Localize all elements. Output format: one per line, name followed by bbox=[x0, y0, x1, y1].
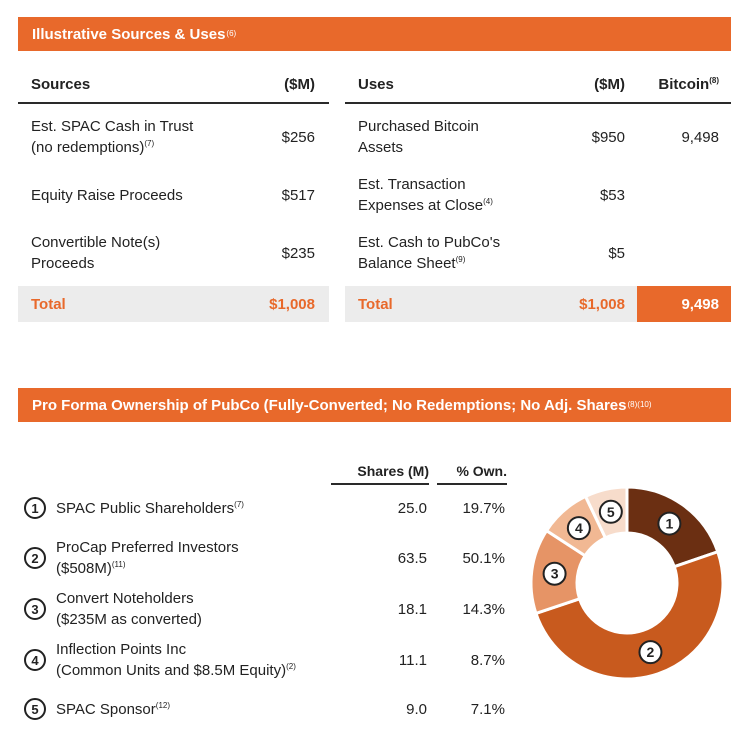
sources-row-value: $235 bbox=[281, 244, 315, 262]
svg-text:4: 4 bbox=[574, 520, 583, 537]
ownership-pct: 7.1% bbox=[470, 700, 505, 718]
uses-row-value: $53 bbox=[599, 186, 625, 204]
ownership-row bbox=[24, 483, 514, 533]
number-badge: 2 bbox=[24, 547, 46, 569]
sources-row bbox=[18, 224, 329, 282]
uses-total-bitcoin: 9,498 bbox=[637, 286, 731, 322]
uses-row bbox=[345, 224, 731, 282]
col-header-shares: Shares (M) bbox=[331, 463, 429, 485]
uses-row-bitcoin: 9,498 bbox=[681, 128, 719, 146]
uses-row bbox=[345, 108, 731, 166]
uses-header-unit: ($M) bbox=[594, 76, 625, 93]
sources-row-value: $256 bbox=[281, 128, 315, 146]
holder-label: ($508M) bbox=[56, 560, 112, 577]
uses-row-value: $950 bbox=[591, 128, 625, 146]
footnote-marker: (4) bbox=[483, 197, 493, 206]
uses-row-label: Expenses at Close bbox=[358, 197, 484, 214]
sources-total-value: $1,008 bbox=[269, 295, 315, 313]
svg-text:5: 5 bbox=[606, 503, 615, 520]
sources-row-label: Proceeds bbox=[31, 255, 95, 272]
svg-text:2: 2 bbox=[646, 644, 655, 661]
donut-label-5 bbox=[600, 501, 622, 523]
uses-row-label: Est. Cash to PubCo's bbox=[358, 234, 501, 251]
holder-label: SPAC Public Shareholders bbox=[56, 499, 235, 517]
footnote-marker: (2) bbox=[286, 662, 296, 671]
sources-header bbox=[18, 66, 329, 104]
donut-label-3 bbox=[544, 563, 566, 585]
ownership-donut-chart bbox=[527, 483, 727, 683]
holder-label: ProCap Preferred Investors bbox=[56, 539, 239, 556]
shares-value: 9.0 bbox=[406, 700, 427, 718]
sources-row-value: $517 bbox=[281, 186, 315, 204]
number-badge: 5 bbox=[24, 698, 46, 720]
footnote-marker: (11) bbox=[111, 560, 126, 569]
sources-row bbox=[18, 108, 329, 166]
sources-total-label: Total bbox=[31, 295, 66, 313]
ownership-pct: 19.7% bbox=[462, 499, 505, 517]
shares-value: 11.1 bbox=[398, 651, 427, 669]
footnote-marker: (7) bbox=[144, 139, 155, 148]
uses-header bbox=[345, 66, 731, 104]
number-badge: 4 bbox=[24, 649, 46, 671]
svg-text:1: 1 bbox=[665, 515, 674, 532]
sources-uses-banner: Illustrative Sources & Uses (6) bbox=[18, 17, 731, 51]
sources-row-label: Equity Raise Proceeds bbox=[31, 186, 183, 204]
uses-row-value: $5 bbox=[608, 244, 625, 262]
svg-text:3: 3 bbox=[550, 565, 559, 582]
ownership-banner: Pro Forma Ownership of PubCo (Fully-Converted; No Redemptions; No Adj. Shares (8)(10) bbox=[18, 388, 731, 422]
number-badge: 3 bbox=[24, 598, 46, 620]
holder-label: Inflection Points Inc bbox=[56, 641, 187, 658]
ownership-row bbox=[24, 584, 514, 634]
sources-total-row bbox=[18, 286, 329, 322]
ownership-row bbox=[24, 635, 514, 685]
sources-row bbox=[18, 166, 329, 224]
sources-table bbox=[18, 66, 329, 326]
ownership-row bbox=[24, 533, 514, 583]
donut-label-2 bbox=[639, 641, 661, 663]
uses-row-label: Est. Transaction bbox=[358, 176, 466, 193]
donut-label-1 bbox=[658, 513, 680, 535]
sources-row-label: Est. SPAC Cash in Trust bbox=[31, 118, 194, 135]
col-header-own: % Own. bbox=[437, 463, 507, 485]
sources-header-label: Sources bbox=[31, 76, 91, 93]
uses-total-row bbox=[345, 286, 637, 322]
shares-value: 18.1 bbox=[397, 600, 427, 618]
shares-value: 25.0 bbox=[397, 499, 427, 517]
uses-row-label: Purchased Bitcoin bbox=[358, 118, 479, 135]
donut-label-4 bbox=[568, 517, 590, 539]
footnote-marker: (9) bbox=[455, 255, 466, 264]
number-badge: 1 bbox=[24, 497, 46, 519]
holder-label: (Common Units and $8.5M Equity) bbox=[56, 662, 287, 679]
uses-total-label: Total bbox=[358, 295, 393, 313]
shares-value: 63.5 bbox=[397, 549, 427, 567]
uses-row bbox=[345, 166, 731, 224]
uses-row-label: Balance Sheet bbox=[358, 255, 456, 272]
sources-uses-title: Illustrative Sources & Uses bbox=[32, 25, 226, 43]
uses-header-bitcoin: Bitcoin$^{(8)}$ bbox=[658, 76, 719, 93]
uses-header-label: Uses bbox=[358, 76, 394, 93]
uses-row-label: Assets bbox=[358, 139, 404, 156]
uses-total-value: $1,008 bbox=[579, 295, 625, 313]
holder-label: SPAC Sponsor bbox=[56, 700, 156, 718]
holder-label: ($235M as converted) bbox=[56, 611, 202, 628]
sources-header-unit: ($M) bbox=[284, 76, 315, 93]
ownership-pct: 8.7% bbox=[470, 651, 505, 669]
holder-label: Convert Noteholders bbox=[56, 590, 194, 607]
ownership-title: Pro Forma Ownership of PubCo (Fully-Converted; No Redemptions; No Adj. Shares bbox=[32, 396, 627, 414]
ownership-pct: 50.1% bbox=[462, 549, 505, 567]
ownership-pct: 14.3% bbox=[462, 600, 505, 618]
sources-row-label: (no redemptions) bbox=[31, 139, 145, 156]
footnote-marker: (7) bbox=[234, 499, 244, 509]
footnote-marker: (12) bbox=[155, 700, 171, 710]
sources-row-label: Convertible Note(s) bbox=[31, 234, 161, 251]
ownership-row bbox=[24, 684, 514, 734]
